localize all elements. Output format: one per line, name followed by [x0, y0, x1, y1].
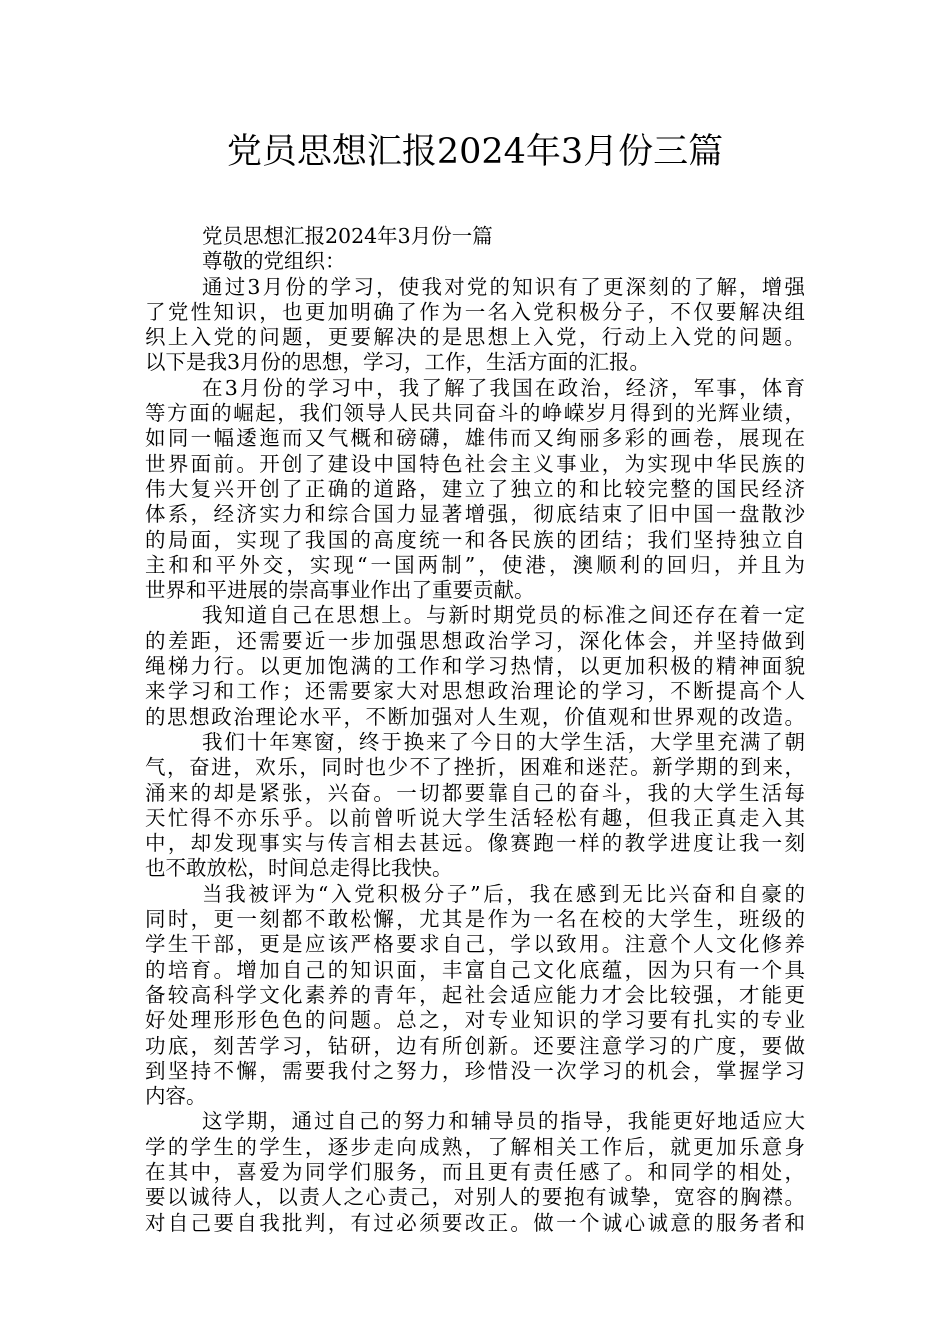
text-line: 的培育。增加自己的知识面，丰富自己文化底蕴，因为只有一个具: [145, 957, 805, 982]
text-line: 在其中，喜爱为同学们服务，而且更有责任感了。和同学的相处，: [145, 1159, 805, 1184]
text-line: 功底，刻苦学习，钻研，边有所创新。还要注意学习的广度，要做: [145, 1033, 805, 1058]
text-line: 世界和平进展的崇高事业作出了重要贡献。: [145, 578, 535, 603]
text-line: 如同一幅逶迤而又气概和磅礴，雄伟而又绚丽多彩的画卷，展现在: [145, 426, 805, 451]
text-line: 内容。: [145, 1084, 207, 1109]
text-line: 主和和平外交，实现“一国两制”，使港，澳顺利的回归，并且为: [145, 552, 805, 577]
text-line: 体系，经济实力和综合国力显著增强，彻底结束了旧中国一盘散沙: [145, 502, 805, 527]
text-line: 世界面前。开创了建设中国特色社会主义事业，为实现中华民族的: [145, 451, 805, 476]
text-line: 尊敬的党组织：: [202, 249, 346, 274]
text-line: 的局面，实现了我国的高度统一和各民族的团结；我们坚持独立自: [145, 527, 805, 552]
text-line: 备较高科学文化素养的青年，起社会适应能力才会比较强，才能更: [145, 982, 805, 1007]
text-line: 这学期，通过自己的努力和辅导员的指导，我能更好地适应大: [202, 1109, 805, 1134]
text-line: 要以诚待人，以责人之心责己，对别人的要抱有诚挚，宽容的胸襟。: [145, 1185, 805, 1210]
text-line: 气，奋进，欢乐，同时也少不了挫折，困难和迷茫。新学期的到来，: [145, 755, 805, 780]
text-line: 来学习和工作；还需要家大对思想政治理论的学习，不断提高个人: [145, 679, 805, 704]
text-line: 伟大复兴开创了正确的道路，建立了独立的和比较完整的国民经济: [145, 476, 805, 501]
text-line: 的差距，还需要近一步加强思想政治学习，深化体会，并坚持做到: [145, 628, 805, 653]
text-line: 同时，更一刻都不敢松懈，尤其是作为一名在校的大学生，班级的: [145, 907, 805, 932]
text-line: 中，却发现事实与传言相去甚远。像赛跑一样的教学进度让我一刻: [145, 831, 805, 856]
text-line: 当我被评为“入党积极分子”后，我在感到无比兴奋和自豪的: [202, 881, 805, 906]
text-line: 了党性知识，也更加明确了作为一名入党积极分子，不仅要解决组: [145, 299, 805, 324]
text-line: 好处理形形色色的问题。总之，对专业知识的学习要有扎实的专业: [145, 1008, 805, 1033]
text-line: 在3月份的学习中，我了解了我国在政治，经济，军事，体育: [202, 375, 805, 400]
text-line: 绳梯力行。以更加饱满的工作和学习热情，以更加积极的精神面貌: [145, 654, 805, 679]
page-title: 党员思想汇报2024年3月份三篇: [226, 132, 724, 172]
text-line: 以下是我3月份的思想，学习，工作，生活方面的汇报。: [145, 350, 651, 375]
text-line: 对自己要自我批判，有过必须要改正。做一个诚心诚意的服务者和: [145, 1210, 805, 1235]
text-line: 我们十年寒窗，终于换来了今日的大学生活，大学里充满了朝: [202, 729, 805, 754]
text-line: 学生干部，更是应该严格要求自己，学以致用。注意个人文化修养: [145, 932, 805, 957]
text-line: 学的学生的学生，逐步走向成熟，了解相关工作后，就更加乐意身: [145, 1134, 805, 1159]
text-line: 通过3月份的学习，使我对党的知识有了更深刻的了解，增强: [202, 274, 805, 299]
text-line: 也不敢放松，时间总走得比我快。: [145, 856, 453, 881]
text-line: 涌来的却是紧张，兴奋。一切都要靠自己的奋斗，我的大学生活每: [145, 780, 805, 805]
text-line: 等方面的崛起，我们领导人民共同奋斗的峥嵘岁月得到的光辉业绩，: [145, 401, 805, 426]
document-body: [145, 224, 805, 1236]
text-line: 到坚持不懈，需要我付之努力，珍惜没一次学习的机会，掌握学习: [145, 1058, 805, 1083]
text-line: 天忙得不亦乐乎。以前曾听说大学生活轻松有趣，但我正真走入其: [145, 805, 805, 830]
text-line: 党员思想汇报2024年3月份一篇: [202, 224, 493, 248]
text-line: 织上入党的问题，更要解决的是思想上入党，行动上入党的问题。: [145, 325, 805, 350]
text-line: 的思想政治理论水平，不断加强对人生观，价值观和世界观的改造。: [145, 704, 805, 729]
text-line: 我知道自己在思想上。与新时期党员的标准之间还存在着一定: [202, 603, 805, 628]
